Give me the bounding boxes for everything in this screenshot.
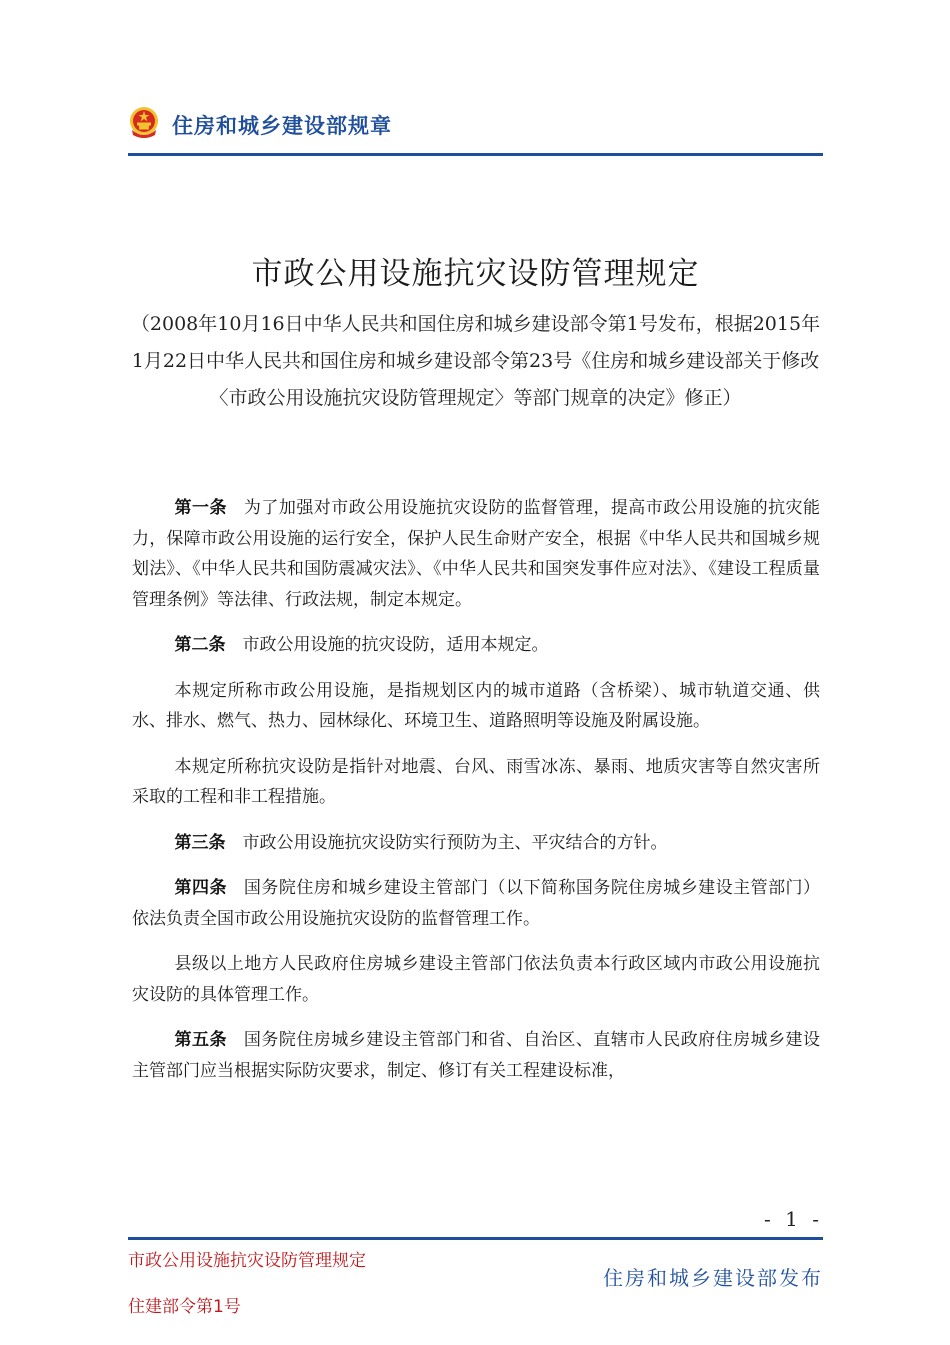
- article-label: 第四条: [174, 878, 227, 898]
- paragraph: [132, 949, 820, 1010]
- paragraph-text: 为了加强对市政公用设施抗灾设防的监督管理，提高市政公用设施的抗灾能力，保障市政公用设施的运行安全，保护人民生命财产安全，根据《中华人民共和国城乡规划法》、《中华人民共和国防震减灾法》、《中华人民共和国突发事件应对法》、《建设工程质量管理条例》等法律、行政法规，制定本规定。: [132, 498, 821, 610]
- paragraph-text: 国务院住房城乡建设主管部门和省、自治区、直辖市人民政府住房城乡建设主管部门应当根据实际防灾要求，制定、修订有关工程建设标准，: [132, 1030, 821, 1081]
- paragraph-text: 市政公用设施抗灾设防实行预防为主、平灾结合的方针。: [242, 832, 668, 853]
- paragraph: [132, 873, 820, 934]
- paragraph-text: 市政公用设施的抗灾设防，适用本规定。: [242, 635, 549, 655]
- paragraph-text: 本规定所称市政公用设施，是指规划区内的城市道路（含桥梁）、城市轨道交通、供水、排水、燃气、热力、园林绿化、环境卫生、道路照明等设施及附属设施。: [132, 680, 820, 731]
- paragraph-text: 县级以上地方人民政府住房城乡建设主管部门依法负责本行政区域内市政公用设施抗灾设防的具体管理工作。: [132, 954, 820, 1005]
- article-label: 第二条: [174, 635, 226, 655]
- footer-decree-number: 住建部令第1号: [128, 1297, 241, 1317]
- paragraph-text: 本规定所称抗灾设防是指针对地震、台风、雨雪冰冻、暴雨、地质灾害等自然灾害所采取的工程和非工程措施。: [132, 756, 820, 807]
- header-divider: [128, 153, 823, 156]
- page-header: [128, 100, 823, 156]
- article-label: 第五条: [174, 1030, 227, 1050]
- page-number: - 1 -: [764, 1207, 823, 1231]
- document-subtitle: （2008年10月16日中华人民共和国住房和城乡建设部令第1号发布，根据2015年1月22日中华人民共和国住房和城乡建设部令第23号《住房和城乡建设部关于修改〈市政公用设施抗灾设防管理规定〉等部门规章的决定》修正）: [130, 313, 821, 409]
- paragraph: [132, 493, 820, 615]
- paragraph-text: 国务院住房和城乡建设主管部门（以下简称国务院住房城乡建设主管部门）依法负责全国市政公用设施抗灾设防的监督管理工作。: [132, 878, 821, 929]
- paragraph: [132, 1025, 820, 1086]
- paragraph: [132, 676, 820, 737]
- footer-divider: [128, 1237, 823, 1240]
- header-title: 住房和城乡建设部规章: [172, 114, 392, 138]
- article-label: 第三条: [174, 832, 226, 853]
- document-body: [132, 493, 820, 1101]
- footer-document-title: 市政公用设施抗灾设防管理规定: [128, 1251, 366, 1271]
- article-label: 第一条: [174, 498, 227, 518]
- paragraph: [132, 630, 820, 661]
- paragraph: [132, 752, 820, 813]
- paragraph: [132, 828, 820, 859]
- page-title: 市政公用设施抗灾设防管理规定: [251, 256, 700, 292]
- national-emblem-icon: [128, 106, 160, 140]
- footer-publisher: 住房和城乡建设部发布: [603, 1266, 823, 1290]
